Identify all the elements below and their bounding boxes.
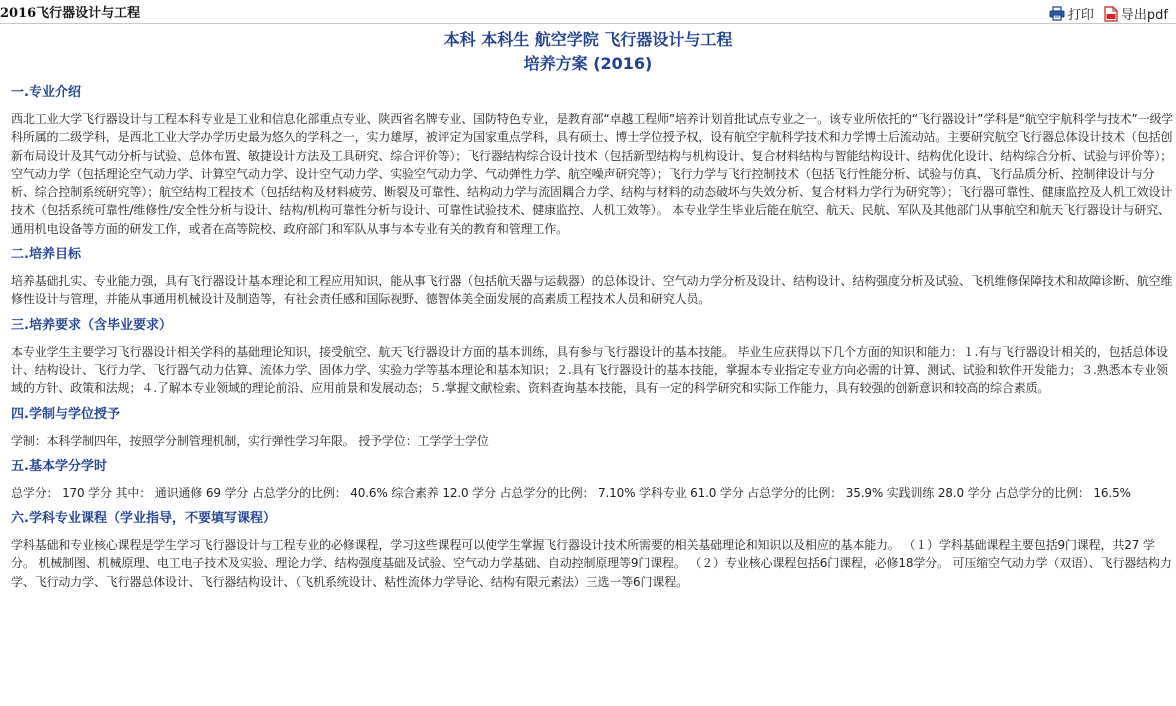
export-pdf-button[interactable] [1104,4,1168,23]
section-degree [11,406,1174,450]
pdf-label: 导出pdf [1120,8,1168,23]
title-line-1: 本科 本科生 航空学院 飞行器设计与工程 [443,30,733,49]
section-body: 总学分： 170 学分 其中： 通识通修 69 学分 占总学分的比例： 40.6% 综合素养 12.0 学分 占总学分的比例： 7.10% 学科专业 61.0 学分 占总学分的比例： 35.9% 实践训练 28.0 学分 占总学分的比例： 16.5% [11,485,1131,500]
section-objectives [11,246,1174,309]
print-button[interactable] [1049,4,1094,23]
action-bar [1049,4,1168,23]
title-line-2: 培养方案 (2016) [523,54,653,73]
printer-icon [1049,6,1065,21]
section-heading: 一.专业介绍 [11,85,81,100]
print-label: 打印 [1067,8,1094,23]
section-body: 本专业学生主要学习飞行器设计相关学科的基础理论知识，接受航空、航天飞行器设计方面的基本训练，具有参与飞行器设计的基本技能。 毕业生应获得以下几个方面的知识和能力：１.有与飞行器设计相关的，包括总体设计、结构设计、飞行力学、飞行器气动力估算、流体力学、固体力学、实验力学等基本理论和基本知识；２.具有飞行器设计的基本技能，掌握本专业指定专业方向必需的计算、测试、试验和软件开发能力；３.熟悉本专业领域的方针、政策和法规；４.了解本专业领域的理论前沿、应用前景和发展动态；５.掌握文献检索、资料查询基本技能，具有一定的科学研究和实际工作能力，具有较强的创新意识和较高的综合素质。 [11,344,1168,396]
section-body: 培养基础扎实、专业能力强，具有飞行器设计基本理论和工程应用知识，能从事飞行器（包括航天器与运载器）的总体设计、空气动力学分析及设计、结构设计、结构强度分析及试验、飞机维修保障技术和故障诊断、航空维修性设计与管理，并能从事通用机械设计及制造等，有社会责任感和国际视野、德智体美全面发展的高素质工程技术人员和研究人员。 [11,274,1173,307]
page-label: 2016飞行器设计与工程 [0,6,141,21]
header-divider [0,23,1176,24]
section-heading: 三.培养要求（含毕业要求） [11,317,172,333]
section-heading: 六.学科专业课程（学业指导，不要填写课程） [11,511,276,527]
section-heading: 四.学制与学位授予 [11,406,120,422]
section-credits [11,458,1174,502]
page-title [0,28,1176,76]
section-body: 学制：本科学制四年，按照学分制管理机制，实行弹性学习年限。 授予学位：工学学士学位 [11,433,489,448]
section-requirements [11,317,1174,398]
section-body: 西北工业大学飞行器设计与工程本科专业是工业和信息化部重点专业、陕西省名牌专业、国防特色专业，是教育部“卓越工程师”培养计划首批试点专业之一。该专业所依托的“飞行器设计”学科是“航空宇航科学与技术”一级学科所属的二级学科，是西北工业大学办学历史最为悠久的学科之一，实力雄厚，被评定为国家重点学科，具有硕士、博士学位授予权，设有航空宇航科学技术和力学博士后流动站。主要研究航空飞行器总体设计技术（包括创新布局设计及其气动分析与试验、总体布置、敏捷设计方法及工具研究、综合评价等）；飞行器结构综合设计技术（包括新型结构与机构设计、复合材料结构与智能结构设计、结构优化设计、结构综合分析、试验与评价等）；空气动力学（包括理论空气动力学、计算空气动力学、设计空气动力学、实验空气动力学、气动弹性力学、航空噪声研究等）；飞行力学与飞行控制技术（包括飞行性能分析、试验与仿真、飞行品质分析、控制律设计与分析、综合控制系统研究等）；航空结构工程技术（包括结构及材料疲劳、断裂及可靠性、结构动力学与流固耦合力学、结构与材料的动态破坏与失效分析、复合材料力学行为研究等）；飞行器可靠性、健康监控及人机工效设计技术（包括系统可靠性/维修性/安全性分析与设计、结构/机构可靠性分析与设计、可靠性试验技术、健康监控、人机工效等）。 本专业学生毕业后能在航空、航天、民航、军队及其他部门从事航空和航天飞行器设计与研究、通用机电设备等方面的研发工作，或者在高等院校、政府部门和军队从事与本专业有关的教育和管理工作。 [11,112,1174,236]
section-heading: 五.基本学分学时 [11,458,107,474]
content-sections [0,84,1176,591]
section-body: 学科基础和专业核心课程是学生学习飞行器设计与工程专业的必修课程，学习这些课程可以使学生掌握飞行器设计技术所需要的相关基础理论和知识以及相应的基本能力。 （１）学科基础课程主要包括9门课程，共27 学分。 机械制图、机械原理、电工电子技术及实验、理论力学、结构强度基础及试验、空气动力学基础、自动控制原理等9门课程。 （２）专业核心课程包括6门课程，必修18学分。 可压缩空气动力学（双语）、飞行器结构力学、飞行动力学、飞行器总体设计、飞行器结构设计、（飞机系统设计、粘性流体力学导论、结构有限元素法）三选一等6门课程。 [11,538,1172,589]
section-courses [11,510,1174,591]
top-bar [0,0,1176,22]
section-introduction [11,84,1174,238]
pdf-icon [1104,6,1118,22]
section-heading: 二.培养目标 [11,247,81,263]
